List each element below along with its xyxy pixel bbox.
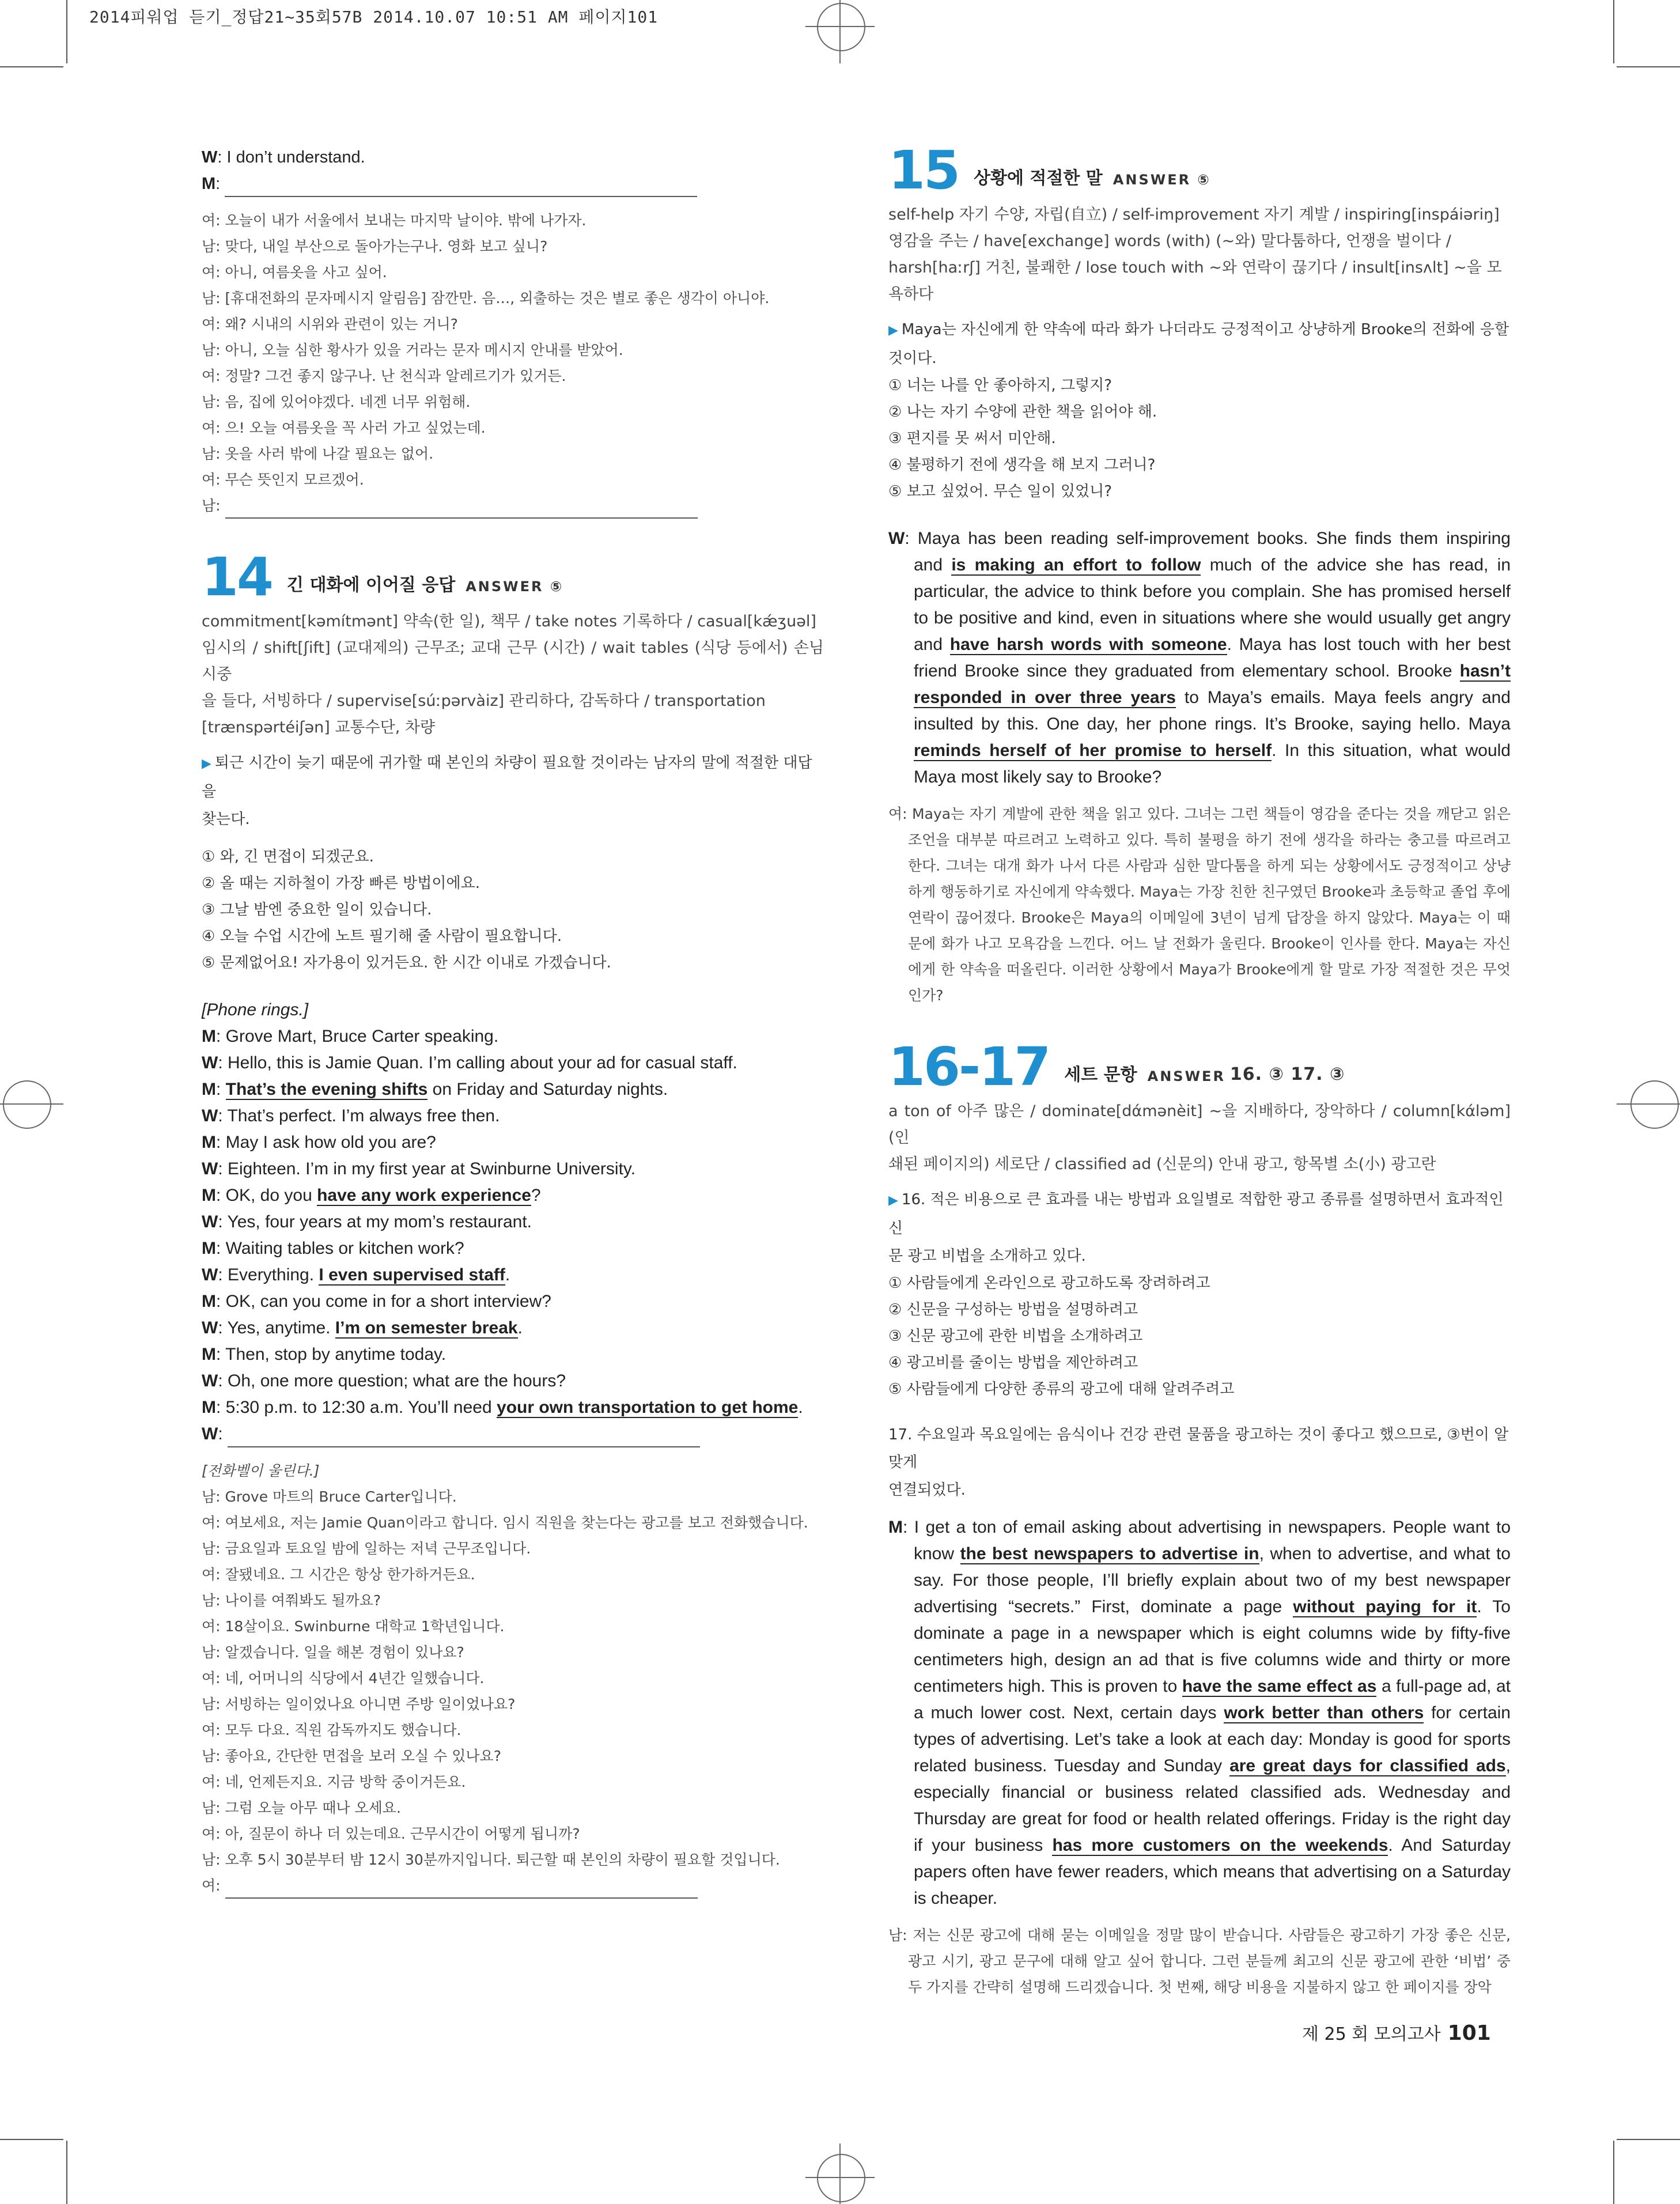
- stage-direction: [Phone rings.]: [202, 1000, 309, 1019]
- answer-option: ⑤ 사람들에게 다양한 종류의 광고에 대해 알려주려고: [888, 1381, 1235, 1398]
- speaker-label: W: [202, 1371, 218, 1390]
- crop-mark: [1613, 0, 1614, 63]
- dialog-text: OK, do you: [225, 1186, 317, 1205]
- translation-line: 여: 18살이요. Swinburne 대학교 1학년입니다.: [202, 1618, 505, 1635]
- dialog-text: on Friday and Saturday nights.: [427, 1080, 668, 1099]
- page-footer: [1302, 2020, 1491, 2045]
- print-header: 2014피워업 듣기_정답21~35회57B 2014.10.07 10:51 AM 페이지101: [89, 7, 659, 27]
- vocab-line: 임시의 / shift[ʃift] (교대제의) 근무조; 교대 근무 (시간) / wait tables (식당 등에서) 손님 시중: [202, 639, 824, 683]
- translation-line: 여: 아니, 여름옷을 사고 싶어.: [202, 264, 387, 281]
- passage-text: to Maya’s emails. Maya feels angry and insulted by this. One day, her phone rings. It’s Brooke, saying hello. Maya: [914, 688, 1511, 734]
- section-16-17-heading: 16-17 세트 문항 ANSWER 16. ③ 17. ③: [888, 1036, 1345, 1098]
- answer-option: ③ 편지를 못 써서 미안해.: [888, 430, 1056, 447]
- passage-text: . And Saturday papers often have fewer readers, which means that advertising on a Saturday is cheaper.: [914, 1836, 1511, 1908]
- passage-text: for certain types of advertising. Let’s take a look at each day: Monday is good for sports related business. Tuesday and Sunday: [914, 1703, 1511, 1775]
- dialog-text: OK, can you come in for a short interview?: [225, 1292, 551, 1311]
- vocab-line: 영감을 주는 / have[exchange] words (with) (~와) 말다툼하다, 언쟁을 벌이다 /: [888, 232, 1451, 250]
- translation-line: 남: 오후 5시 30분부터 밤 12시 30분까지입니다. 퇴근할 때 본인의 차량이 필요할 것입니다.: [202, 1851, 780, 1868]
- translation-line: 남: 좋아요, 간단한 면접을 보러 오실 수 있나요?: [202, 1748, 501, 1764]
- vocab-line: [trӕnspərtéiʃən] 교통수단, 차량: [202, 719, 436, 736]
- passage-text: I get a ton of email asking about advertising in newspapers. People want to know: [914, 1518, 1511, 1563]
- key-phrase: hasn’t responded in over three years: [914, 661, 1511, 707]
- korean-translation: 남: 저는 신문 광고에 대해 묻는 이메일을 정말 많이 받습니다. 사람들은 광고하기 가장 좋은 신문, 광고 시기, 광고 문구에 대해 알고 싶어 합니다. 그런 분들께 최고의 신문 광고에 관한 ‘비법’ 중 두 가지를 간략히 설명해 드리겠습니다. 첫 번째, 해당 비용을 지불하지 않고 한 페이지를 장악: [888, 1927, 1511, 1995]
- key-phrase: your own transportation to get home: [497, 1398, 799, 1417]
- speaker-label: M: [202, 1398, 216, 1417]
- speaker-label: W: [202, 1106, 218, 1125]
- crop-mark: [66, 0, 67, 63]
- answer-option: ⑤ 보고 싶었어. 무슨 일이 있었니?: [888, 483, 1113, 500]
- translation-line: 남: 나이를 여쭤봐도 될까요?: [202, 1592, 381, 1609]
- crop-mark: [0, 66, 63, 67]
- key-phrase: reminds herself of her promise to herself: [914, 741, 1272, 760]
- speaker-label: W: [202, 1212, 218, 1231]
- crop-mark: [0, 2139, 63, 2140]
- dialog-line: M: May I ask how old you are?: [202, 1133, 436, 1152]
- page-number: 101: [1447, 2021, 1491, 2045]
- dialog-text: ?: [531, 1186, 541, 1205]
- section-14-heading: 14 긴 대화에 이어질 응답 ANSWER ⑤: [202, 546, 564, 608]
- crop-mark: [66, 2141, 67, 2204]
- answer-options: [888, 1270, 1511, 1402]
- translation-line: 여: 여보세요, 저는 Jamie Quan이라고 합니다. 임시 직원을 찾는다는 광고를 보고 전화했습니다.: [202, 1514, 808, 1531]
- crop-mark: [1613, 2141, 1614, 2204]
- section-15-heading: 15 상황에 적절한 말 ANSWER ⑤: [888, 139, 1211, 201]
- vocab-line: a ton of 아주 많은 / dominate[dάmənèit] ~을 지배하다, 장악하다 / column[kάləm] (인: [888, 1102, 1511, 1147]
- registration-line: [0, 1103, 63, 1105]
- answer-option: ⑤ 문제없어요! 자가용이 있거든요. 한 시간 이내로 가겠습니다.: [202, 954, 611, 971]
- passage-text: Maya has been reading self-improvement books. She finds them inspiring and: [914, 529, 1511, 574]
- crop-mark: [1617, 2139, 1680, 2140]
- passage-script: W: Maya has been reading self-improvement books. She finds them inspiring and is making an effort to follow much of the advice she has read, in particular, the advice to think before you complain. She has promised herself to be positive and kind, even in situations where she would usually get angry and have harsh words with someone. Maya has lost touch with her best friend Brooke since they graduated from elementary school. Brooke hasn’t responded in over three years to Maya’s emails. Maya feels angry and insulted by this. One day, her phone rings. It’s Brooke, saying hello. Maya reminds herself of her promise to herself. In this situation, what would Maya most likely say to Brooke?: [888, 529, 1511, 787]
- crop-mark: [1617, 66, 1680, 67]
- key-phrase: are great days for classified ads: [1229, 1756, 1506, 1775]
- dialog-line: W: Everything. I even supervised staff.: [202, 1265, 510, 1284]
- dialog-line: M: Then, stop by anytime today.: [202, 1345, 447, 1364]
- vocabulary-box: [888, 1098, 1511, 1178]
- speaker-label: W: [888, 529, 905, 548]
- registration-mark: [1630, 1080, 1679, 1129]
- key-phrase: I even supervised staff: [319, 1265, 505, 1284]
- dialog-text: That’s perfect. I’m always free then.: [227, 1106, 500, 1125]
- translation-line: 여: 네, 어머니의 식당에서 4년간 일했습니다.: [202, 1670, 485, 1687]
- speaker-label: M: [202, 1133, 216, 1152]
- translation-line: 남: 알겠습니다. 일을 해본 경험이 있나요?: [202, 1644, 464, 1661]
- translation-line: 여: 무슨 뜻인지 모르겠어.: [202, 471, 364, 488]
- answer-option: ① 와, 긴 면접이 되겠군요.: [202, 848, 374, 865]
- passage-text: . To dominate a page in a newspaper which is eight columns wide by fifty-five centimeters high, design an ad that is five columns wide and thirty or more centimeters high. This is proven to: [914, 1597, 1511, 1696]
- answer-options: [202, 844, 824, 976]
- passage-text: much of the advice she has read, in particular, the advice to think before you complain. She has promised herself to be positive and kind, even in situations where she would usually get angry and: [914, 555, 1511, 654]
- translation-line: 남: 아니, 오늘 심한 황사가 있을 거라는 문자 메시지 안내를 받았어.: [202, 342, 623, 358]
- dialog-text: Eighteen. I’m in my first year at Swinburne University.: [228, 1159, 636, 1178]
- left-column: [202, 144, 824, 1899]
- answer-option: ③ 그날 밤엔 중요한 일이 있습니다.: [202, 901, 432, 918]
- translation-line: 여: 으! 오늘 여름옷을 꼭 사러 가고 싶었는데.: [202, 419, 486, 436]
- dialog-line: W: I don’t understand.: [202, 148, 365, 167]
- vocab-line: self-help 자기 수양, 자립(自立) / self-improvement 자기 계발 / inspiring[inspáiəriŋ]: [888, 206, 1500, 224]
- translation-line: 남: 금요일과 토요일 밤에 일하는 저녁 근무조입니다.: [202, 1540, 531, 1557]
- translation-line: 남: 맞다, 내일 부산으로 돌아가는구나. 영화 보고 싶니?: [202, 238, 548, 255]
- answer-option: ④ 불평하기 전에 생각을 해 보지 그러니?: [888, 456, 1156, 474]
- answer-option: ④ 오늘 수업 시간에 노트 필기해 줄 사람이 필요합니다.: [202, 928, 562, 945]
- dialog-line: W: Hello, this is Jamie Quan. I’m calling about your ad for casual staff.: [202, 1053, 737, 1072]
- translation-line: 여: 네, 언제든지요. 지금 방학 중이거든요.: [202, 1774, 466, 1790]
- translation-line: 남: 그럼 오늘 아무 때나 오세요.: [202, 1800, 401, 1816]
- passage-script: M: I get a ton of email asking about advertising in newspapers. People want to know the best newspapers to advertise in, when to advertise, and what to say. For those people, I’ll briefly explain about two of my best newspaper advertising “secrets.” First, dominate a page without paying for it. To dominate a page in a newspaper which is eight columns wide by fifty-five centimeters high, design an ad that is five columns wide and thirty or more centimeters high. This is proven to have the same effect as a full-page ad, at a much lower cost. Next, certain days work better than others for certain types of advertising. Let’s take a look at each day: Monday is good for sports related business. Tuesday and Sunday are great days for classified ads, especially financial or business related classified ads. Wednesday and Thursday are great for food or health related offerings. Friday is the right day if your business has more customers on the weekends. And Saturday papers often have fewer readers, which means that advertising on a Saturday is cheaper.: [888, 1518, 1511, 1908]
- korean-translation: [202, 207, 824, 493]
- vocab-line: 을 들다, 서빙하다 / supervise[súːpərvàiz] 관리하다, 감독하다 / transportation: [202, 692, 766, 710]
- passage-text: , especially financial or business related classified ads. Wednesday and Thursday are great for food or health related offerings. Friday is the right day if your business: [914, 1756, 1511, 1855]
- key-phrase: without paying for it: [1293, 1597, 1477, 1616]
- translation-line: 남: Grove 마트의 Bruce Carter입니다.: [202, 1488, 457, 1505]
- dialog-line: W: Yes, four years at my mom’s restaurant.: [202, 1212, 532, 1231]
- dialog-script: [202, 1023, 824, 1421]
- translation-line: 여: 잘됐네요. 그 시간은 항상 한가하거든요.: [202, 1566, 475, 1583]
- translation-line: 여: 정말? 그건 좋지 않구나. 난 천식과 알레르기가 있거든.: [202, 368, 566, 384]
- translation-line: 여: 아, 질문이 하나 더 있는데요. 근무시간이 어떻게 됩니까?: [202, 1825, 580, 1842]
- dialog-line: M: That’s the evening shifts on Friday and Saturday nights.: [202, 1080, 668, 1099]
- korean-translation: 여: Maya는 자기 계발에 관한 책을 읽고 있다. 그녀는 그런 책들이 영감을 준다는 것을 깨닫고 읽은 조언을 대부분 따르려고 노력하고 있다. 특히 불평을 하기 전에 생각을 하라는 충고를 따르려고 한다. 그녀는 대개 화가 나서 다른 사람과 심한 말다툼을 하게 되는 상황에서도 긍정적이고 상냥하게 행동하기로 자신에게 약속했다. Maya는 가장 친한 친구였던 Brooke과 초등학교 졸업 후에 연락이 끊어졌다. Brooke은 Maya의 이메일에 3년이 넘게 답장을 하지 않았다. Maya는 이 때문에 화가 나고 모욕감을 느낀다. 어느 날 전화가 울린다. Brooke이 인사를 한다. Maya는 자신에게 한 약속을 떠올린다. 이러한 상황에서 Maya가 Brooke에게 할 말로 가장 적절한 것은 무엇인가?: [888, 806, 1511, 1004]
- translation-line: 남: [휴대전화의 문자메시지 알림음] 잠깐만. 음…, 외출하는 것은 별로 좋은 생각이 아니야.: [202, 290, 770, 307]
- dialog-line: M: Grove Mart, Bruce Carter speaking.: [202, 1027, 499, 1046]
- dialog-text: Hello, this is Jamie Quan. I’m calling about your ad for casual staff.: [228, 1053, 737, 1072]
- dialog-line: W: Eighteen. I’m in my first year at Swinburne University.: [202, 1159, 636, 1178]
- answer-blank-line: 여:: [202, 1873, 824, 1899]
- korean-translation: [202, 1484, 824, 1873]
- vocab-line: harsh[haːrʃ] 거친, 불쾌한 / lose touch with ~와 연락이 끊기다 / insult[insʌlt] ~을 모: [888, 259, 1502, 277]
- vocab-line: commitment[kəmítmənt] 약속(한 일), 책무 / take notes 기록하다 / casual[kǽʒuəl]: [202, 613, 816, 630]
- dialog-text: May I ask how old you are?: [225, 1133, 436, 1152]
- speaker-label: M: [202, 1080, 216, 1099]
- passage-text: a full-page ad, at a much lower cost. Next, certain days: [914, 1677, 1511, 1722]
- answer-option: ③ 신문 광고에 관한 비법을 소개하려고: [888, 1328, 1143, 1345]
- dialog-text: .: [798, 1398, 803, 1417]
- translation-line: 여: 왜? 시내의 시위와 관련이 있는 거니?: [202, 316, 458, 332]
- dialog-text: Then, stop by anytime today.: [225, 1345, 447, 1364]
- key-phrase: have any work experience: [317, 1186, 531, 1205]
- registration-mark: [3, 1080, 51, 1129]
- dialog-line: W: Yes, anytime. I’m on semester break.: [202, 1318, 523, 1337]
- key-phrase: That’s the evening shifts: [225, 1080, 428, 1099]
- right-column: [888, 139, 1511, 2000]
- stage-direction-ko: [전화벨이 울린다.]: [202, 1462, 320, 1479]
- speaker-label: M: [202, 1292, 216, 1311]
- vocab-line: 쇄된 페이지의) 세로단 / classified ad (신문의) 안내 광고, 항목별 소(小) 광고란: [888, 1155, 1436, 1173]
- translation-line: 남: 음, 집에 있어야겠다. 네겐 너무 위험해.: [202, 394, 471, 410]
- vocab-line: 욕하다: [888, 285, 934, 303]
- speaker-label: W: [202, 1318, 218, 1337]
- answer-option: ② 올 때는 지하철이 가장 빠른 방법이에요.: [202, 875, 480, 892]
- dialog-text: Grove Mart, Bruce Carter speaking.: [225, 1027, 499, 1046]
- key-phrase: has more customers on the weekends: [1052, 1836, 1388, 1855]
- vocabulary-box: [202, 608, 824, 741]
- dialog-line: W: Oh, one more question; what are the hours?: [202, 1371, 566, 1390]
- speaker-label: M: [202, 1186, 216, 1205]
- dialog-text: Yes, anytime.: [227, 1318, 335, 1337]
- answer-option: ② 나는 자기 수양에 관한 책을 읽어야 해.: [888, 403, 1157, 421]
- dialog-text: Waiting tables or kitchen work?: [225, 1239, 464, 1258]
- dialog-text: 5:30 p.m. to 12:30 a.m. You’ll need: [225, 1398, 497, 1417]
- triangle-icon: ▶: [202, 757, 211, 771]
- registration-mark: [817, 2154, 865, 2202]
- speaker-label: W: [202, 1159, 218, 1178]
- key-phrase: I’m on semester break: [335, 1318, 518, 1337]
- solution-note: ▶ Maya는 자신에게 한 약속에 따라 화가 나더라도 긍정적이고 상냥하게 Brooke의 전화에 응할 것이다.: [888, 321, 1509, 367]
- dialog-line: W: That’s perfect. I’m always free then.: [202, 1106, 500, 1125]
- registration-line: [839, 0, 841, 63]
- answer-option: ① 너는 나를 안 좋아하지, 그렇지?: [888, 377, 1113, 394]
- key-phrase: the best newspapers to advertise in: [960, 1544, 1259, 1563]
- answer-blank-line: M:: [202, 171, 824, 197]
- translation-line: 여: 모두 다요. 직원 감독까지도 했습니다.: [202, 1722, 461, 1738]
- dialog-line: M: 5:30 p.m. to 12:30 a.m. You’ll need your own transportation to get home.: [202, 1398, 803, 1417]
- key-phrase: work better than others: [1224, 1703, 1424, 1722]
- triangle-icon: ▶: [888, 1193, 898, 1208]
- answer-option: ④ 광고비를 줄이는 방법을 제안하려고: [888, 1354, 1138, 1371]
- solution-note: ▶ 16. 적은 비용으로 큰 효과를 내는 방법과 요일별로 적합한 광고 종류를 설명하면서 효과적인 신 문 광고 비법을 소개하고 있다.: [888, 1191, 1504, 1265]
- passage-text: . In this situation, what would Maya most likely say to Brooke?: [914, 741, 1511, 787]
- translation-line: 남: 옷을 사러 밖에 나갈 필요는 없어.: [202, 445, 434, 462]
- dialog-line: M: OK, can you come in for a short interview?: [202, 1292, 551, 1311]
- solution-note-17: 17. 수요일과 목요일에는 음식이나 건강 관련 물품을 광고하는 것이 좋다고 했으므로, ③번이 알맞게 연결되었다.: [888, 1426, 1509, 1499]
- vocabulary-box: [888, 202, 1511, 308]
- dialog-text: Yes, four years at my mom’s restaurant.: [227, 1212, 532, 1231]
- answer-option: ① 사람들에게 온라인으로 광고하도록 장려하려고: [888, 1275, 1210, 1292]
- dialog-text: Oh, one more question; what are the hours?: [228, 1371, 566, 1390]
- speaker-label: M: [202, 1239, 216, 1258]
- key-phrase: have harsh words with someone: [949, 635, 1227, 654]
- key-phrase: have the same effect as: [1182, 1677, 1377, 1696]
- dialog-text: .: [505, 1265, 510, 1284]
- speaker-label: W: [202, 1053, 218, 1072]
- speaker-label: M: [202, 1345, 216, 1364]
- speaker-label: M: [202, 1027, 216, 1046]
- translation-line: 남: 서빙하는 일이었나요 아니면 주방 일이었나요?: [202, 1696, 516, 1712]
- dialog-text: Everything.: [228, 1265, 319, 1284]
- solution-note: ▶ 퇴근 시간이 늦기 때문에 귀가할 때 본인의 차량이 필요할 것이라는 남자의 말에 적절한 대답을 찾는다.: [202, 754, 812, 828]
- triangle-icon: ▶: [888, 323, 898, 338]
- registration-line: [839, 2143, 841, 2204]
- answer-blank-line: W:: [202, 1421, 824, 1447]
- dialog-line: M: OK, do you have any work experience?: [202, 1186, 541, 1205]
- answer-blank-line: 남:: [202, 493, 824, 519]
- speaker-label: W: [202, 1265, 218, 1284]
- speaker-label: M: [888, 1518, 903, 1537]
- key-phrase: is making an effort to follow: [951, 555, 1201, 574]
- passage-text: , when to advertise, and what to say. For those people, I’ll briefly explain about two of my best newspaper advertising “secrets.” First, dominate a page: [914, 1544, 1511, 1616]
- translation-line: 여: 오늘이 내가 서울에서 보내는 마지막 날이야. 밖에 나가자.: [202, 212, 587, 229]
- dialog-text: .: [517, 1318, 523, 1337]
- registration-mark: [817, 3, 865, 51]
- answer-options: [888, 372, 1511, 505]
- registration-line: [1617, 1103, 1680, 1105]
- exam-label: 제 25 회 모의고사: [1302, 2024, 1441, 2044]
- dialog-line: M: Waiting tables or kitchen work?: [202, 1239, 464, 1258]
- answer-option: ② 신문을 구성하는 방법을 설명하려고: [888, 1301, 1138, 1318]
- passage-text: . Maya has lost touch with her best friend Brooke since they graduated from elementary school. Brooke: [914, 635, 1511, 681]
